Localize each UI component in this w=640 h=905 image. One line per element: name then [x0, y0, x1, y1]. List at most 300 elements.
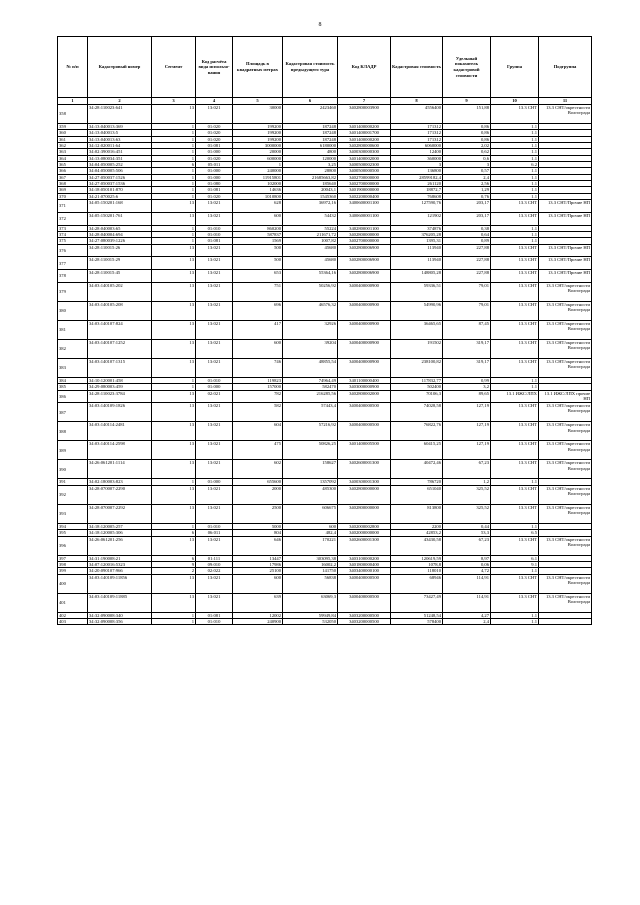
column-index: 6 [283, 98, 338, 105]
cell-cad: 34:28:110023:641 [88, 105, 152, 124]
cell-code: 01:010 [196, 377, 233, 383]
cell-grp: 1.1 [491, 377, 539, 383]
cell-area: 696 [233, 301, 283, 320]
cell-seg: 13 [152, 504, 196, 523]
cell-kladr: 3402600001300 [338, 536, 391, 555]
table-row [58, 536, 592, 555]
cell-grp: 13.3 СНТ [491, 422, 539, 441]
column-header: Кадастровая стоимость [391, 37, 443, 98]
cell-code: 13:021 [196, 485, 233, 504]
cell-prev: 50826,25 [283, 441, 338, 460]
cell-kladr: 3400400000500 [338, 574, 391, 593]
cell-n: 393 [58, 504, 88, 523]
cell-spec: 0,62 [443, 149, 491, 155]
cell-sub: 13.3 СНТ/Прочие НП [539, 269, 592, 282]
table-row [58, 282, 592, 301]
cell-cost: 59336,51 [391, 282, 443, 301]
cell-seg: 1 [152, 130, 196, 136]
cell-n: 395 [58, 530, 88, 536]
cell-area: 475 [233, 441, 283, 460]
cell-seg: 6 [152, 555, 196, 561]
cell-kladr: 3400400000900 [338, 358, 391, 377]
cell-n: 390 [58, 460, 88, 479]
cell-spec: 114,91 [443, 593, 491, 612]
cell-cost: 43430,58 [391, 536, 443, 555]
cell-spec: 53,3 [443, 530, 491, 536]
cell-prev: 2423460 [283, 105, 338, 124]
cell-cad: 34:02:390016:451 [88, 149, 152, 155]
cell-code: 06:011 [196, 530, 233, 536]
cell-cost: 54990,96 [391, 301, 443, 320]
cell-cad: 34:29:080003:459 [88, 384, 152, 390]
cell-prev: 36972,16 [283, 200, 338, 213]
column-index: 1 [58, 98, 88, 105]
cell-cost: 121902 [391, 212, 443, 225]
cell-area: 1 [233, 162, 283, 168]
cell-code: 13:021 [196, 301, 233, 320]
cell-sub: 13.3 СНТ/окрестности Волгограда [539, 320, 592, 339]
cell-grp: 13.3 СНТ [491, 269, 539, 282]
table-row [58, 105, 592, 124]
cell-area: 653 [233, 269, 283, 282]
cell-prev: 303095,38 [283, 555, 338, 561]
cell-seg: 13 [152, 422, 196, 441]
cell-code: 02:021 [196, 390, 233, 403]
column-index: 7 [338, 98, 391, 105]
cell-prev: 56838 [283, 574, 338, 593]
cell-cad: 34:03:140114:2598 [88, 441, 152, 460]
cell-cost: 28599182,4 [391, 174, 443, 180]
cell-spec: 0,76 [443, 193, 491, 199]
cell-seg: 13 [152, 105, 196, 124]
cell-cad: 34:28:110015:29 [88, 257, 152, 270]
cell-code: 13:021 [196, 422, 233, 441]
cell-prev: 45680 [283, 257, 338, 270]
cell-code: 01:010 [196, 225, 233, 231]
cell-grp: 13.3 СНТ [491, 593, 539, 612]
cell-code: 01:000 [196, 174, 233, 180]
column-header: Код расчёта вида использо-вания [196, 37, 233, 98]
cell-n: 364 [58, 155, 88, 161]
cell-prev: 55364,16 [283, 269, 338, 282]
cell-area: 13447 [233, 555, 283, 561]
cell-code: 01:111 [196, 555, 233, 561]
cell-kladr: 3402600001300 [338, 460, 391, 479]
cell-n: 376 [58, 244, 88, 257]
cell-cad: 34:28:110023:3784 [88, 390, 152, 403]
cell-cad: 34:28:040003:65 [88, 225, 152, 231]
cell-spec: 203,17 [443, 212, 491, 225]
cell-kladr: 3402200000400 [338, 193, 391, 199]
cell-kladr: 3401900000000 [338, 187, 391, 193]
cell-kladr: 3403200000500 [338, 612, 391, 618]
column-index: 8 [391, 98, 443, 105]
cell-area: 746 [233, 358, 283, 377]
cell-kladr: 3402800000000 [338, 504, 391, 523]
cell-area: 157000 [233, 384, 283, 390]
cell-cad: 34:03:140114:2481 [88, 422, 152, 441]
table-row [58, 390, 592, 403]
column-header: Площадь в квадратных метрах [233, 37, 283, 98]
table-row [58, 269, 592, 282]
cell-area: 102000 [233, 181, 283, 187]
cell-spec: 2,56 [443, 181, 491, 187]
cell-grp: 1.1 [491, 479, 539, 485]
cell-area: 628 [233, 200, 283, 213]
cell-spec: 0,06 [443, 561, 491, 567]
column-index: 9 [443, 98, 491, 105]
cell-prev: 187248 [283, 124, 338, 130]
cell-kladr: 3400400000500 [338, 422, 391, 441]
cell-grp: 13.3 СНТ [491, 441, 539, 460]
cell-cost: 651040 [391, 485, 443, 504]
cell-cost: 376205,28 [391, 231, 443, 237]
cell-seg: 13 [152, 320, 196, 339]
cell-seg: 1 [152, 612, 196, 618]
cell-spec: 1,29 [443, 187, 491, 193]
cell-area: 600000 [233, 155, 283, 161]
cell-code: 13:021 [196, 593, 233, 612]
cell-sub: 13.3 СНТ/окрестности Волгограда [539, 403, 592, 422]
cell-area: 199200 [233, 136, 283, 142]
cell-area: 20000 [233, 149, 283, 155]
page-number: 8 [318, 22, 322, 28]
cell-seg: 13 [152, 282, 196, 301]
cell-grp: 1.1 [491, 568, 539, 574]
cell-cost: 578400 [391, 619, 443, 625]
cell-prev: 3,25 [283, 162, 338, 168]
cell-cost: 171312 [391, 130, 443, 136]
cell-area: 119823 [233, 377, 283, 383]
cell-seg: 1 [152, 523, 196, 529]
cell-cad: 34:28:110015:45 [88, 269, 152, 282]
cell-code: 01:000 [196, 479, 233, 485]
cell-n: 384 [58, 377, 88, 383]
column-header: Удельный показатель кадастровой стоимости [443, 37, 491, 98]
cell-spec: 151,88 [443, 105, 491, 124]
cell-seg: 1 [152, 155, 196, 161]
cell-prev: 187248 [283, 130, 338, 136]
cell-cost: 2200 [391, 523, 443, 529]
column-index: 2 [88, 98, 152, 105]
cell-prev: 57443,4 [283, 403, 338, 422]
cell-prev: 170221 [283, 536, 338, 555]
cell-grp: 1.1 [491, 238, 539, 244]
cell-cost: 171312 [391, 124, 443, 130]
cell-cost: 813800 [391, 504, 443, 523]
cell-prev: 32926 [283, 320, 338, 339]
cell-grp: 13.3 СНТ [491, 320, 539, 339]
cell-cad: 34:28:070007:2290 [88, 485, 152, 504]
cell-grp: 13.3 СНТ [491, 200, 539, 213]
cell-area: 417 [233, 320, 283, 339]
cell-seg: 13 [152, 339, 196, 358]
cell-spec: 79,01 [443, 301, 491, 320]
cell-cost: 51248,54 [391, 612, 443, 618]
cell-prev: 55224 [283, 225, 338, 231]
cell-kladr: 3402700000000 [338, 181, 391, 187]
cell-n: 392 [58, 485, 88, 504]
cell-seg: 13 [152, 536, 196, 555]
cell-cad: 34:10:120001:458 [88, 377, 152, 383]
cell-grp: 1.1 [491, 149, 539, 155]
cell-spec: 2,4 [443, 174, 491, 180]
cell-code: 01:081 [196, 238, 233, 244]
cell-seg: 13 [152, 574, 196, 593]
cell-code: 01:020 [196, 155, 233, 161]
cell-grp: 13.3 СНТ [491, 212, 539, 225]
cell-n: 359 [58, 124, 88, 130]
cell-grp: 13.3 СНТ [491, 358, 539, 377]
cell-cost: 120619,59 [391, 555, 443, 561]
cell-prev: 59949,84 [283, 612, 338, 618]
cell-cost: 18872,7 [391, 187, 443, 193]
cell-n: 373 [58, 225, 88, 231]
cell-grp: 1.1 [491, 193, 539, 199]
cell-n: 377 [58, 257, 88, 270]
cell-kladr: 3403400000100 [338, 568, 391, 574]
cell-spec: 0,86 [443, 124, 491, 130]
cell-n: 374 [58, 231, 88, 237]
cell-cost: 502400 [391, 384, 443, 390]
cell-kladr: 3401400005500 [338, 441, 391, 460]
cell-kladr: 3401800000400 [338, 561, 391, 567]
cell-seg: 1 [152, 231, 196, 237]
cell-cad: 34:03:140107:1252 [88, 339, 152, 358]
cell-grp: 1.1 [491, 619, 539, 625]
cell-kladr: 3403100000200 [338, 555, 391, 561]
cell-prev: 185640 [283, 181, 338, 187]
cell-cad: 34:27:050037:1526 [88, 174, 152, 180]
cell-cad: 34:13:040013:369 [88, 124, 152, 130]
cell-area: 14636 [233, 187, 283, 193]
cell-cost: 171312 [391, 136, 443, 142]
cell-spec: 325,52 [443, 504, 491, 523]
cell-n: 389 [58, 441, 88, 460]
cell-kladr: 3402800003900 [338, 105, 391, 124]
cell-spec: 0,99 [443, 377, 491, 383]
cell-kladr: 3403000000900 [338, 384, 391, 390]
cell-spec: 87,45 [443, 320, 491, 339]
cell-spec: 67,23 [443, 536, 491, 555]
cell-area: 600 [233, 339, 283, 358]
cell-area: 17986 [233, 561, 283, 567]
cell-sub: 13.3 СНТ/Прочие НП [539, 257, 592, 270]
cell-cad: 34:04:050005:252 [88, 162, 152, 168]
column-index: 10 [491, 98, 539, 105]
cell-cad: 34:18:120005:306 [88, 530, 152, 536]
cell-n: 379 [58, 282, 88, 301]
cell-n: 382 [58, 339, 88, 358]
cell-spec: 127,19 [443, 422, 491, 441]
cell-seg: 1 [152, 225, 196, 231]
cell-grp: 1.1 [491, 136, 539, 142]
cell-code: 13:021 [196, 269, 233, 282]
cell-cost: 374876 [391, 225, 443, 231]
cell-cad: 34:27:080039:1226 [88, 238, 152, 244]
cell-cad: 34:26:061201:1114 [88, 460, 152, 479]
cell-cost: 42853,2 [391, 530, 443, 536]
cell-n: 388 [58, 422, 88, 441]
cell-kladr: 3400400000500 [338, 593, 391, 612]
cell-prev: 120000 [283, 155, 338, 161]
cell-prev: 211671,72 [283, 231, 338, 237]
cell-seg: 6 [152, 530, 196, 536]
cell-code: 13:021 [196, 441, 233, 460]
cell-area: 782 [233, 390, 283, 403]
cell-prev: 141750 [283, 568, 338, 574]
cell-n: 397 [58, 555, 88, 561]
cell-spec: 8,97 [443, 555, 491, 561]
cell-kladr: 3401400001700 [338, 130, 391, 136]
cell-prev: 1545360 [283, 193, 338, 199]
cell-prev: 28800 [283, 168, 338, 174]
header-row [58, 37, 592, 98]
cell-cad: 34:03:140107:1315 [88, 358, 152, 377]
cell-grp: 13.3 СНТ [491, 301, 539, 320]
column-header: Подгруппа [539, 37, 592, 98]
cell-area: 600 [233, 574, 283, 593]
cell-code: 01:010 [196, 231, 233, 237]
cell-code: 13:021 [196, 504, 233, 523]
cell-cost: 1395,31 [391, 238, 443, 244]
cell-area: 30000 [233, 105, 283, 124]
cell-area: 25100 [233, 568, 283, 574]
cell-kladr: 3401400002000 [338, 155, 391, 161]
cell-prev: 6180000 [283, 143, 338, 149]
cell-kladr: 3402800006900 [338, 257, 391, 270]
cell-seg: 13 [152, 441, 196, 460]
cell-spec: 227,88 [443, 257, 491, 270]
cell-kladr: 3402800000000 [338, 485, 391, 504]
cell-n: 370 [58, 193, 88, 199]
cell-cost: 261120 [391, 181, 443, 187]
column-header: № п/п [58, 37, 88, 98]
cell-code: 01:010 [196, 523, 233, 529]
cell-cost: 118010 [391, 568, 443, 574]
cell-spec: 0,64 [443, 231, 491, 237]
cell-kladr: 3400400000900 [338, 339, 391, 358]
cell-area: 199200 [233, 130, 283, 136]
cell-prev: 45680 [283, 244, 338, 257]
cell-grp: 1.1 [491, 143, 539, 149]
table-row [58, 339, 592, 358]
cell-seg: 1 [152, 187, 196, 193]
cell-cad: 34:32:090008:356 [88, 619, 152, 625]
cell-prev: 46576,32 [283, 301, 338, 320]
cell-grp: 1.1 [491, 523, 539, 529]
cell-n: 399 [58, 568, 88, 574]
cell-area: 240900 [233, 619, 283, 625]
cell-sub: 13.3 СНТ/Прочие НП [539, 212, 592, 225]
cell-cad: 34:13:080034:351 [88, 155, 152, 161]
column-index-row [58, 98, 592, 105]
cell-seg: 1 [152, 174, 196, 180]
cell-prev: 158627 [283, 460, 338, 479]
cell-seg: 6 [152, 162, 196, 168]
cell-cad: 34:28:070007:2292 [88, 504, 152, 523]
cell-cost: 786720 [391, 479, 443, 485]
cell-cost: 136800 [391, 168, 443, 174]
cell-code: 01:000 [196, 168, 233, 174]
cell-spec: 4,72 [443, 568, 491, 574]
cell-kladr: 3400600001100 [338, 212, 391, 225]
cell-code: 13:021 [196, 105, 233, 124]
cell-cost: 1078,8 [391, 561, 443, 567]
cell-seg: 1 [152, 149, 196, 155]
cell-spec: 2,02 [443, 143, 491, 149]
cell-n: 391 [58, 479, 88, 485]
cell-area: 639 [233, 593, 283, 612]
cell-cad: 34:07:120016:5323 [88, 561, 152, 567]
table-row [58, 320, 592, 339]
cell-n: 398 [58, 561, 88, 567]
table-row [58, 441, 592, 460]
cell-grp: 1.1 [491, 612, 539, 618]
cell-code: 13:021 [196, 320, 233, 339]
cell-area: 860200 [233, 225, 283, 231]
cell-kladr: 3402700000000 [338, 238, 391, 244]
cell-code: 01:081 [196, 187, 233, 193]
cell-kladr: 3402800002000 [338, 390, 391, 403]
cell-prev: 600 [283, 523, 338, 529]
cell-area: 199200 [233, 124, 283, 130]
cell-n: 403 [58, 619, 88, 625]
cell-area: 240000 [233, 168, 283, 174]
cell-code: 13:021 [196, 460, 233, 479]
table-row [58, 593, 592, 612]
cell-cost: 74028,58 [391, 403, 443, 422]
table-row [58, 619, 592, 625]
cell-cost: 148805,28 [391, 269, 443, 282]
cell-n: 372 [58, 212, 88, 225]
cell-prev: 582470 [283, 384, 338, 390]
cell-n: 394 [58, 523, 88, 529]
cell-grp: 13.3 СНТ [491, 504, 539, 523]
cell-n: 386 [58, 390, 88, 403]
table-row [58, 358, 592, 377]
cell-code: 13:021 [196, 339, 233, 358]
cell-area: 804 [233, 530, 283, 536]
cell-cost: 4556400 [391, 105, 443, 124]
cell-code: 13:021 [196, 200, 233, 213]
cell-spec: 0,6 [443, 155, 491, 161]
cell-grp: 1.1 [491, 174, 539, 180]
cell-prev: 485300 [283, 485, 338, 504]
cell-cost: 3 [391, 162, 443, 168]
cell-kladr: 3402800000600 [338, 143, 391, 149]
cell-code: 01:080 [196, 181, 233, 187]
cell-spec: 127,19 [443, 403, 491, 422]
cell-spec: 325,52 [443, 485, 491, 504]
cell-seg: 13 [152, 200, 196, 213]
cell-prev: 187248 [283, 136, 338, 142]
cell-spec: 3 [443, 162, 491, 168]
cell-seg: 1 [152, 143, 196, 149]
cell-code: 01:000 [196, 384, 233, 390]
cadastral-table [57, 36, 592, 625]
cell-kladr: 3402000002800 [338, 523, 391, 529]
cell-kladr: 3400400000900 [338, 320, 391, 339]
cell-cost: 238100,82 [391, 358, 443, 377]
cell-spec: 2,4 [443, 619, 491, 625]
cell-kladr: 3400400000500 [338, 403, 391, 422]
cell-prev: 50256,92 [283, 282, 338, 301]
cell-cad: 34:03:140107:824 [88, 320, 152, 339]
cell-sub [539, 619, 592, 625]
cell-kladr: 3400500000500 [338, 168, 391, 174]
cell-spec: 227,88 [443, 244, 491, 257]
